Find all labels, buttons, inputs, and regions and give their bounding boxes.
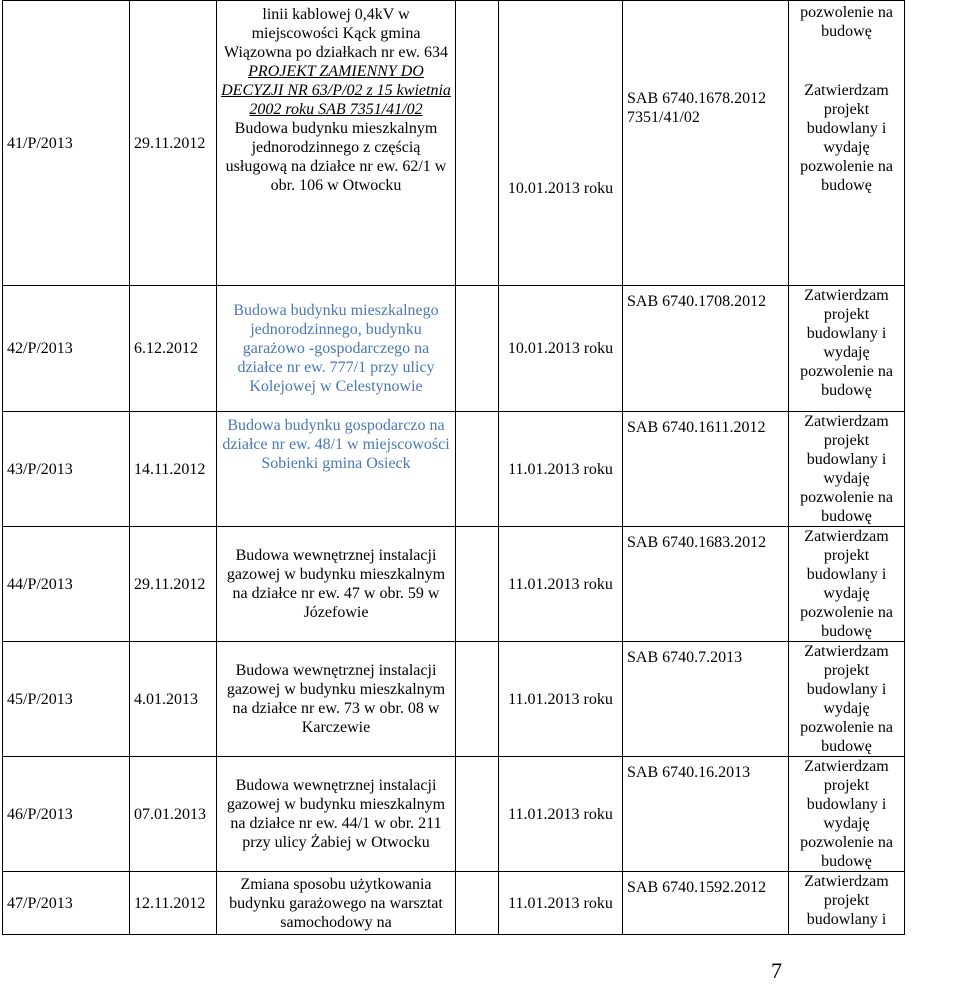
file-signature: SAB 6740.16.2013 <box>623 757 789 872</box>
decision-date: 11.01.2013 roku <box>499 642 623 757</box>
file-signature: SAB 6740.1683.2012 <box>623 527 789 642</box>
file-signature: SAB 6740.1611.2012 <box>623 412 789 527</box>
submission-date: 29.11.2012 <box>130 1 217 286</box>
decision-continuation: pozwolenie na budowę <box>800 4 893 40</box>
decision-text: Zatwierdzam projekt budowlany i wydaję pozwolenie na budowę <box>789 642 905 757</box>
decision-date: 10.01.2013 roku <box>499 1 623 286</box>
table-row <box>3 527 905 642</box>
file-signature: SAB 6740.1708.2012 <box>623 286 789 412</box>
case-number: 43/P/2013 <box>3 412 130 527</box>
table-row <box>3 286 905 412</box>
project-description: Budowa wewnętrznej instalacji gazowej w budynku mieszkalnym na działce nr ew. 47 w obr. 59 w Józefowie <box>217 527 456 642</box>
description-continuation: linii kablowej 0,4kV w miejscowości Kąck gmina Wiązowna po działkach nr ew. 634 <box>223 6 448 61</box>
project-description: Budowa budynku gospodarczo na działce nr ew. 48/1 w miejscowości Sobienki gmina Osieck <box>217 412 456 527</box>
project-description: Budowa budynku mieszkalnego jednorodzinnego, budynku garażowo -gospodarczego na działce nr ew. 777/1 przy ulicy Kolejowej w Celestynowie <box>217 286 456 412</box>
submission-date: 12.11.2012 <box>130 872 217 935</box>
page-number: 7 <box>771 958 782 983</box>
table-row <box>3 412 905 527</box>
decision-text: Zatwierdzam projekt budowlany i wydaję pozwolenie na budowę <box>789 757 905 872</box>
case-number: 46/P/2013 <box>3 757 130 872</box>
file-signature: SAB 6740.7.2013 <box>623 642 789 757</box>
submission-date: 14.11.2012 <box>130 412 217 527</box>
table-row <box>3 757 905 872</box>
project-description: Zmiana sposobu użytkowania budynku garażowego na warsztat samochodowy na <box>217 872 456 935</box>
submission-date: 6.12.2012 <box>130 286 217 412</box>
decision-body: Zatwierdzam projekt budowlany i wydaję pozwolenie na budowę <box>800 82 893 194</box>
decision-date: 11.01.2013 roku <box>499 527 623 642</box>
decision-text: Zatwierdzam projekt budowlany i wydaję pozwolenie na budowę <box>789 286 905 412</box>
case-number: 44/P/2013 <box>3 527 130 642</box>
file-signature: SAB 6740.1678.2012 7351/41/02 <box>623 1 789 286</box>
decision-date: 11.01.2013 roku <box>499 872 623 935</box>
case-number: 42/P/2013 <box>3 286 130 412</box>
project-description: Budowa wewnętrznej instalacji gazowej w budynku mieszkalnym na działce nr ew. 73 w obr. 08 w Karczewie <box>217 642 456 757</box>
decision-text: Zatwierdzam projekt budowlany i <box>789 872 905 935</box>
submission-date: 29.11.2012 <box>130 527 217 642</box>
replacement-project-note: PROJEKT ZAMIENNY DO DECYZJI NR 63/P/02 z 15 kwietnia 2002 roku SAB 7351/41/02 <box>221 63 451 118</box>
decision-text: Zatwierdzam projekt budowlany i wydaję pozwolenie na budowę <box>789 527 905 642</box>
decision-date: 11.01.2013 roku <box>499 757 623 872</box>
decision-date: 10.01.2013 roku <box>499 286 623 412</box>
register-table <box>2 0 905 935</box>
project-description: Budowa wewnętrznej instalacji gazowej w budynku mieszkalnym na działce nr ew. 44/1 w obr. 211 przy ulicy Żabiej w Otwocku <box>217 757 456 872</box>
table-row <box>3 642 905 757</box>
decision-date: 11.01.2013 roku <box>499 412 623 527</box>
table-row <box>3 872 905 935</box>
case-number: 47/P/2013 <box>3 872 130 935</box>
submission-date: 4.01.2013 <box>130 642 217 757</box>
decision-text <box>789 1 905 286</box>
table-row <box>3 1 905 286</box>
description-text: Budowa budynku mieszkalnym jednorodzinnego z częścią usługową na działce nr ew. 62/1 w obr. 106 w Otwocku <box>225 120 447 194</box>
case-number: 41/P/2013 <box>3 1 130 286</box>
case-number: 45/P/2013 <box>3 642 130 757</box>
decision-text: Zatwierdzam projekt budowlany i wydaję pozwolenie na budowę <box>789 412 905 527</box>
submission-date: 07.01.2013 <box>130 757 217 872</box>
file-signature: SAB 6740.1592.2012 <box>623 872 789 935</box>
project-description <box>217 1 456 286</box>
